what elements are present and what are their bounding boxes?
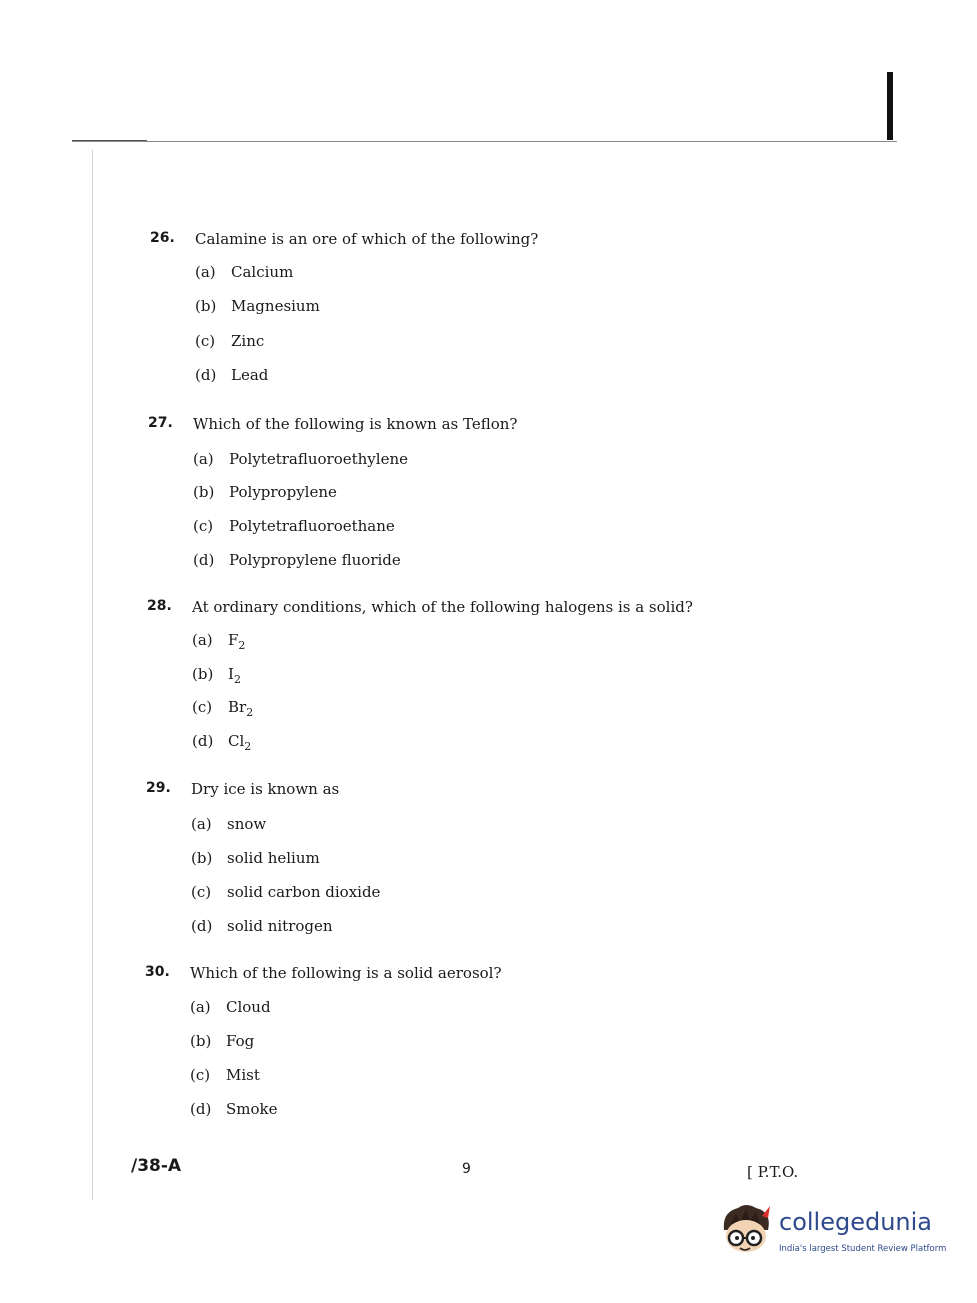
option-text: Calcium <box>231 263 294 281</box>
option-label: (b) <box>190 1032 212 1050</box>
option-c <box>190 1066 260 1084</box>
option-c <box>191 883 380 901</box>
option-text: solid helium <box>227 849 320 867</box>
subscript: 2 <box>233 673 241 686</box>
question-text: Which of the following is a solid aerosol? <box>190 964 502 982</box>
option-a <box>195 263 293 281</box>
collegedunia-logo <box>716 1200 948 1262</box>
option-label: (b) <box>193 483 215 501</box>
option-text: solid carbon dioxide <box>227 883 381 901</box>
option-label: (d) <box>191 917 213 935</box>
option-d <box>195 366 268 384</box>
option-b <box>190 1032 254 1050</box>
option-text: Fog <box>226 1032 255 1050</box>
option-a <box>193 450 408 468</box>
option-label: (a) <box>192 631 213 649</box>
option-text: Lead <box>231 366 269 384</box>
option-c <box>192 698 253 719</box>
question-number: 30. <box>145 964 170 980</box>
option-label: (d) <box>195 366 217 384</box>
halogen-symbol: I <box>228 665 234 683</box>
option-text: Polypropylene <box>229 483 337 501</box>
option-label: (b) <box>195 297 217 315</box>
option-b <box>195 297 320 315</box>
option-d <box>193 551 401 569</box>
pto-label: [ P.T.O. <box>747 1163 799 1181</box>
option-text: Polytetrafluoroethane <box>229 517 395 535</box>
option-c <box>193 517 395 535</box>
question-number: 28. <box>147 598 172 614</box>
option-text: Polytetrafluoroethylene <box>229 450 408 468</box>
option-d <box>191 917 333 935</box>
option-label: (b) <box>192 665 214 683</box>
option-label: (b) <box>191 849 213 867</box>
halogen-symbol: Br <box>228 698 247 716</box>
option-label: (d) <box>192 732 214 750</box>
question-text: Calamine is an ore of which of the following? <box>195 230 539 248</box>
option-text: Cloud <box>226 998 271 1016</box>
logo-tagline: India's largest Student Review Platform <box>779 1244 947 1254</box>
question-text: Which of the following is known as Teflon? <box>193 415 518 433</box>
option-text: Polypropylene fluoride <box>229 551 401 569</box>
option-d <box>192 732 251 753</box>
question-number: 26. <box>150 230 175 246</box>
option-label: (c) <box>192 698 213 716</box>
option-text: solid nitrogen <box>227 917 333 935</box>
halogen-symbol: Cl <box>228 732 245 750</box>
logo-wordmark: collegedunia <box>779 1208 933 1236</box>
option-text: Zinc <box>231 332 265 350</box>
option-text: Smoke <box>226 1100 278 1118</box>
question-text: Dry ice is known as <box>191 780 340 798</box>
page-number: 9 <box>462 1161 471 1177</box>
option-text: Magnesium <box>231 297 320 315</box>
option-b <box>193 483 337 501</box>
option-label: (a) <box>191 815 212 833</box>
question-number: 29. <box>146 780 171 796</box>
scan-corner-mark <box>887 72 893 140</box>
option-label: (d) <box>190 1100 212 1118</box>
option-label: (c) <box>191 883 212 901</box>
subscript: 2 <box>238 639 246 652</box>
option-b <box>191 849 320 867</box>
option-label: (c) <box>190 1066 211 1084</box>
subscript: 2 <box>246 706 254 719</box>
option-text: Mist <box>226 1066 260 1084</box>
option-d <box>190 1100 278 1118</box>
subscript: 2 <box>244 740 252 753</box>
option-label: (a) <box>193 450 214 468</box>
option-label: (a) <box>195 263 216 281</box>
mascot-icon <box>716 1200 778 1262</box>
booklet-code: /38-A <box>131 1156 182 1176</box>
header-rule <box>72 141 897 142</box>
option-label: (c) <box>195 332 216 350</box>
option-text: snow <box>227 815 267 833</box>
option-a <box>190 998 271 1016</box>
question-number: 27. <box>148 415 173 431</box>
option-a <box>192 631 245 652</box>
option-c <box>195 332 264 350</box>
option-a <box>191 815 266 833</box>
option-label: (d) <box>193 551 215 569</box>
halogen-symbol: F <box>228 631 239 649</box>
option-label: (a) <box>190 998 211 1016</box>
option-b <box>192 665 241 686</box>
page-margin-line <box>92 150 93 1200</box>
option-label: (c) <box>193 517 214 535</box>
question-text: At ordinary conditions, which of the following halogens is a solid? <box>192 598 693 616</box>
